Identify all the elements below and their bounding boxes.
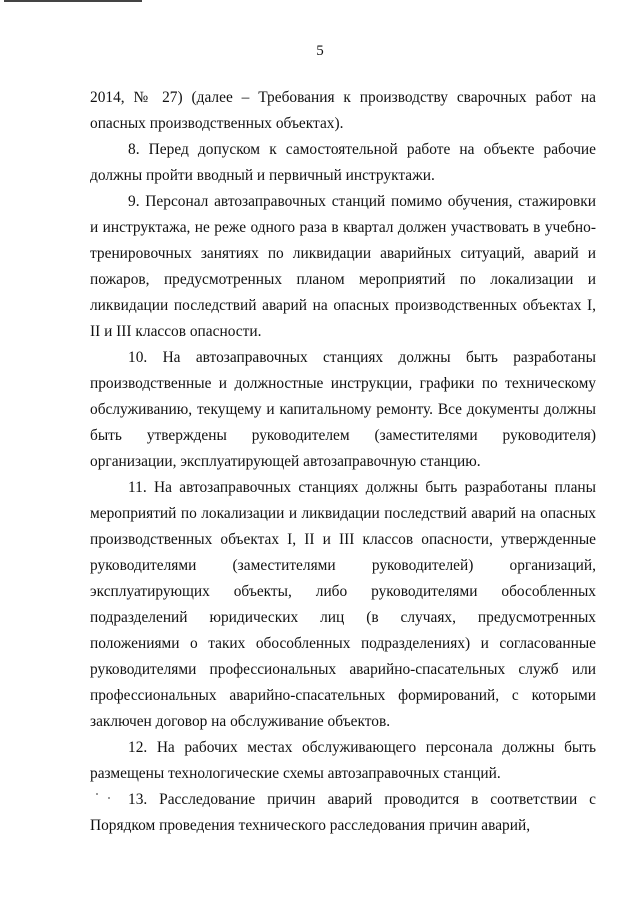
paragraph-13: 13. Расследование причин аварий проводится в соответствии с Порядком проведения технического расследования причин аварий, [90,791,596,834]
paragraph-9: 9. Персонал автозаправочных станций помимо обучения, стажировки и инструктажа, не реже одного раза в квартал должен участвовать в учебно-тренировочных занятиях по ликвидации аварийных ситуаций, аварий и пожаров, предусмотренных планом мероприятий по локализации и ликвидации последствий аварий на опасных производственных объектах I, II и III классов опасности. [90,193,596,340]
paragraph-10: 10. На автозаправочных станциях должны быть разработаны производственные и должностные инструкции, графики по техническому обслуживанию, текущему и капитальному ремонту. Все документы должны быть утверждены руководителем (заместителями руководителя) организации, эксплуатирующей автозаправочную станцию. [90,349,596,470]
scan-edge-line [4,0,142,2]
paragraph-8: 8. Перед допуском к самостоятельной работе на объекте рабочие должны пройти вводный и первичный инструктажи. [90,141,596,184]
paragraph-12: 12. На рабочих местах обслуживающего персонала должны быть размещены технологические схемы автозаправочных станций. [90,739,596,782]
scan-speck [96,793,98,795]
document-body [90,85,596,839]
scan-speck [108,797,110,799]
paragraph-11: 11. На автозаправочных станциях должны быть разработаны планы мероприятий по локализации и ликвидации последствий аварий на опасных производственных объектах I, II и III классов опасности, утвержденные руководителями (заместителями руководителей) организаций, эксплуатирующих объекты, либо руководителями обособленных подразделений юридических лиц (в случаях, предусмотренных положениями о таких обособленных подразделениях) и согласованные руководителями профессиональных аварийно-спасательных служб или профессиональных аварийно-спасательных формирований, с которыми заключен договор на обслуживание объектов. [90,479,596,730]
page-number: 5 [316,43,324,59]
paragraph-continuation: 2014, № 27) (далее – Требования к производству сварочных работ на опасных производственных объектах). [90,89,596,132]
